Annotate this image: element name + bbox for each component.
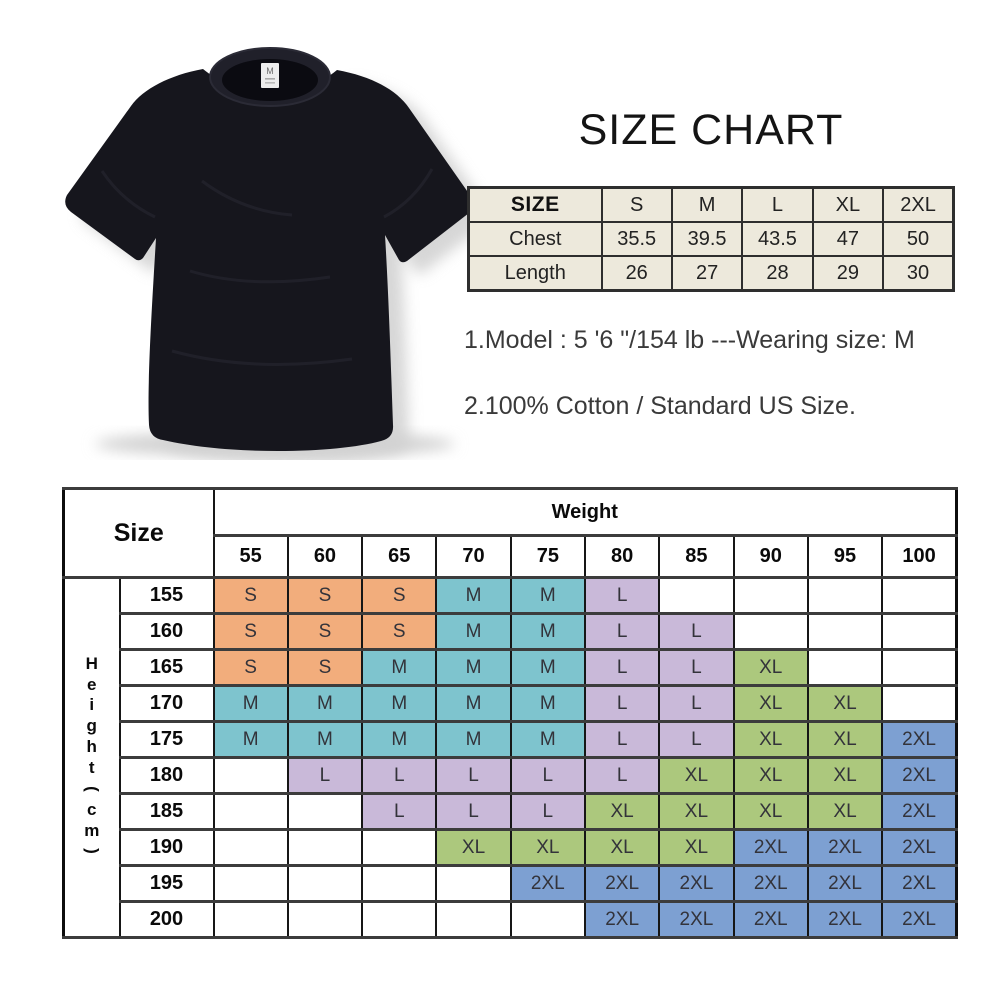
height-cm-char: ) [82, 848, 102, 855]
note-material: 2.100% Cotton / Standard US Size. [464, 392, 856, 420]
matrix-cell: S [214, 614, 288, 650]
matrix-cell: M [436, 650, 510, 686]
tag-size-letter: M [266, 66, 274, 76]
matrix-cell: XL [808, 794, 882, 830]
matrix-cell [214, 794, 288, 830]
height-label: 190 [120, 830, 214, 866]
height-label: 160 [120, 614, 214, 650]
matrix-cell: M [362, 650, 436, 686]
matrix-cell: L [659, 614, 733, 650]
matrix-cell: 2XL [882, 758, 956, 794]
spec-header-row [469, 188, 954, 223]
matrix-cell [734, 578, 808, 614]
spec-cell: 29 [813, 256, 883, 291]
matrix-cell: M [362, 722, 436, 758]
matrix-cell [214, 902, 288, 938]
spec-cell: 47 [813, 222, 883, 256]
matrix-cell [511, 902, 585, 938]
matrix-cell: S [288, 614, 362, 650]
matrix-cell: S [288, 650, 362, 686]
matrix-cell: XL [734, 758, 808, 794]
matrix-cell: L [288, 758, 362, 794]
spec-cell: 28 [742, 256, 812, 291]
spec-size-col: M [672, 188, 742, 223]
spec-cell: 30 [883, 256, 953, 291]
weight-label: 55 [214, 536, 288, 578]
weight-label: 100 [882, 536, 956, 578]
matrix-row [64, 758, 957, 794]
weight-label: 95 [808, 536, 882, 578]
matrix-cell: M [436, 578, 510, 614]
matrix-corner-size-label: Size [64, 489, 214, 578]
matrix-row [64, 686, 957, 722]
weight-label: 65 [362, 536, 436, 578]
matrix-cell: 2XL [808, 866, 882, 902]
height-label: 180 [120, 758, 214, 794]
height-cm-char: m [84, 820, 100, 840]
matrix-cell: 2XL [659, 902, 733, 938]
matrix-cell: 2XL [511, 866, 585, 902]
height-label: 195 [120, 866, 214, 902]
matrix-cell: M [288, 722, 362, 758]
height-label: 175 [120, 722, 214, 758]
height-cm-label-stack [65, 655, 119, 860]
matrix-cell: S [214, 650, 288, 686]
matrix-cell: L [659, 650, 733, 686]
spec-size-col: 2XL [883, 188, 953, 223]
size-spec-table [467, 186, 955, 292]
weight-label: 80 [585, 536, 659, 578]
matrix-cell: M [511, 650, 585, 686]
spec-cell: 50 [883, 222, 953, 256]
weight-label: 85 [659, 536, 733, 578]
matrix-cell: M [511, 686, 585, 722]
matrix-row [64, 578, 957, 614]
matrix-cell [882, 686, 956, 722]
height-label: 200 [120, 902, 214, 938]
matrix-cell [436, 866, 510, 902]
tshirt-photo [40, 18, 495, 460]
matrix-cell: M [288, 686, 362, 722]
height-cm-char: e [87, 674, 97, 694]
matrix-cell: L [511, 758, 585, 794]
matrix-cell [288, 794, 362, 830]
matrix-cell: S [362, 578, 436, 614]
matrix-cell: L [659, 686, 733, 722]
height-label: 185 [120, 794, 214, 830]
matrix-cell: XL [659, 758, 733, 794]
matrix-cell: S [214, 578, 288, 614]
height-cm-char: H [85, 653, 98, 673]
matrix-row [64, 794, 957, 830]
matrix-cell: 2XL [585, 902, 659, 938]
matrix-cell [734, 614, 808, 650]
spec-cell: 43.5 [742, 222, 812, 256]
matrix-cell: 2XL [882, 866, 956, 902]
matrix-cell: 2XL [734, 902, 808, 938]
matrix-cell: XL [511, 830, 585, 866]
matrix-cell: XL [808, 686, 882, 722]
matrix-cell: S [288, 578, 362, 614]
height-cm-char: i [89, 695, 95, 715]
matrix-cell: M [362, 686, 436, 722]
matrix-cell: 2XL [734, 830, 808, 866]
matrix-row [64, 722, 957, 758]
height-label: 170 [120, 686, 214, 722]
matrix-cell [882, 614, 956, 650]
matrix-cell: M [436, 614, 510, 650]
matrix-cell: L [511, 794, 585, 830]
matrix-row [64, 614, 957, 650]
height-cm-label [64, 578, 120, 938]
height-cm-char: h [86, 737, 97, 757]
matrix-cell: L [362, 794, 436, 830]
matrix-cell [214, 758, 288, 794]
matrix-cell: L [585, 686, 659, 722]
matrix-cell [882, 578, 956, 614]
height-cm-char: ( [82, 785, 102, 792]
matrix-cell [288, 830, 362, 866]
matrix-cell: XL [585, 794, 659, 830]
matrix-cell: XL [734, 650, 808, 686]
matrix-cell [362, 866, 436, 902]
spec-size-col: XL [813, 188, 883, 223]
matrix-cell [214, 830, 288, 866]
matrix-cell [808, 614, 882, 650]
height-label: 165 [120, 650, 214, 686]
weight-label: 60 [288, 536, 362, 578]
note-model-size: 1.Model : 5 '6 "/154 lb ---Wearing size: M [464, 326, 915, 354]
matrix-cell: 2XL [882, 722, 956, 758]
tshirt-neck-tag [261, 63, 279, 88]
weight-label: 90 [734, 536, 808, 578]
matrix-cell: M [436, 722, 510, 758]
matrix-cell: XL [436, 830, 510, 866]
matrix-cell: L [436, 758, 510, 794]
matrix-cell: 2XL [882, 902, 956, 938]
spec-row-label: Chest [469, 222, 602, 256]
matrix-cell: XL [585, 830, 659, 866]
matrix-cell: L [585, 578, 659, 614]
matrix-cell [362, 830, 436, 866]
matrix-cell: L [362, 758, 436, 794]
matrix-row [64, 902, 957, 938]
matrix-cell: XL [659, 830, 733, 866]
weight-label: 70 [436, 536, 510, 578]
matrix-cell: XL [659, 794, 733, 830]
matrix-cell: S [362, 614, 436, 650]
matrix-row [64, 830, 957, 866]
matrix-cell [808, 650, 882, 686]
height-weight-fit-matrix [62, 487, 958, 939]
height-cm-char: c [87, 799, 97, 819]
matrix-cell: 2XL [882, 830, 956, 866]
matrix-cell [362, 902, 436, 938]
spec-size-header: SIZE [469, 188, 602, 223]
matrix-cell: M [511, 722, 585, 758]
matrix-cell: L [585, 650, 659, 686]
matrix-cell: 2XL [659, 866, 733, 902]
matrix-cell: XL [734, 686, 808, 722]
matrix-cell: M [511, 578, 585, 614]
matrix-cell: 2XL [585, 866, 659, 902]
matrix-cell [288, 866, 362, 902]
matrix-header-row-1 [64, 489, 957, 536]
weight-label: 75 [511, 536, 585, 578]
spec-row-label: Length [469, 256, 602, 291]
page-title: SIZE CHART [578, 106, 844, 154]
spec-cell: 35.5 [602, 222, 672, 256]
matrix-row [64, 650, 957, 686]
matrix-cell [659, 578, 733, 614]
matrix-cell: 2XL [808, 830, 882, 866]
matrix-cell: M [511, 614, 585, 650]
matrix-cell [808, 578, 882, 614]
matrix-cell: 2XL [882, 794, 956, 830]
matrix-cell: 2XL [808, 902, 882, 938]
matrix-cell [882, 650, 956, 686]
matrix-cell: L [585, 722, 659, 758]
matrix-cell: XL [734, 722, 808, 758]
matrix-cell: XL [808, 722, 882, 758]
matrix-cell: M [436, 686, 510, 722]
height-label: 155 [120, 578, 214, 614]
spec-cell: 39.5 [672, 222, 742, 256]
matrix-cell: L [659, 722, 733, 758]
matrix-cell: M [214, 722, 288, 758]
matrix-cell: 2XL [734, 866, 808, 902]
matrix-cell [288, 902, 362, 938]
matrix-cell [436, 902, 510, 938]
spec-cell: 27 [672, 256, 742, 291]
matrix-cell [214, 866, 288, 902]
spec-size-col: L [742, 188, 812, 223]
matrix-cell: XL [734, 794, 808, 830]
matrix-cell: L [436, 794, 510, 830]
matrix-row [64, 866, 957, 902]
matrix-cell: XL [808, 758, 882, 794]
height-cm-char: g [86, 716, 97, 736]
matrix-cell: L [585, 614, 659, 650]
matrix-weight-group-label: Weight [214, 489, 957, 536]
matrix-cell: L [585, 758, 659, 794]
height-cm-char: t [88, 758, 95, 777]
spec-row [469, 256, 954, 291]
matrix-cell: M [214, 686, 288, 722]
spec-cell: 26 [602, 256, 672, 291]
spec-row [469, 222, 954, 256]
spec-size-col: S [602, 188, 672, 223]
